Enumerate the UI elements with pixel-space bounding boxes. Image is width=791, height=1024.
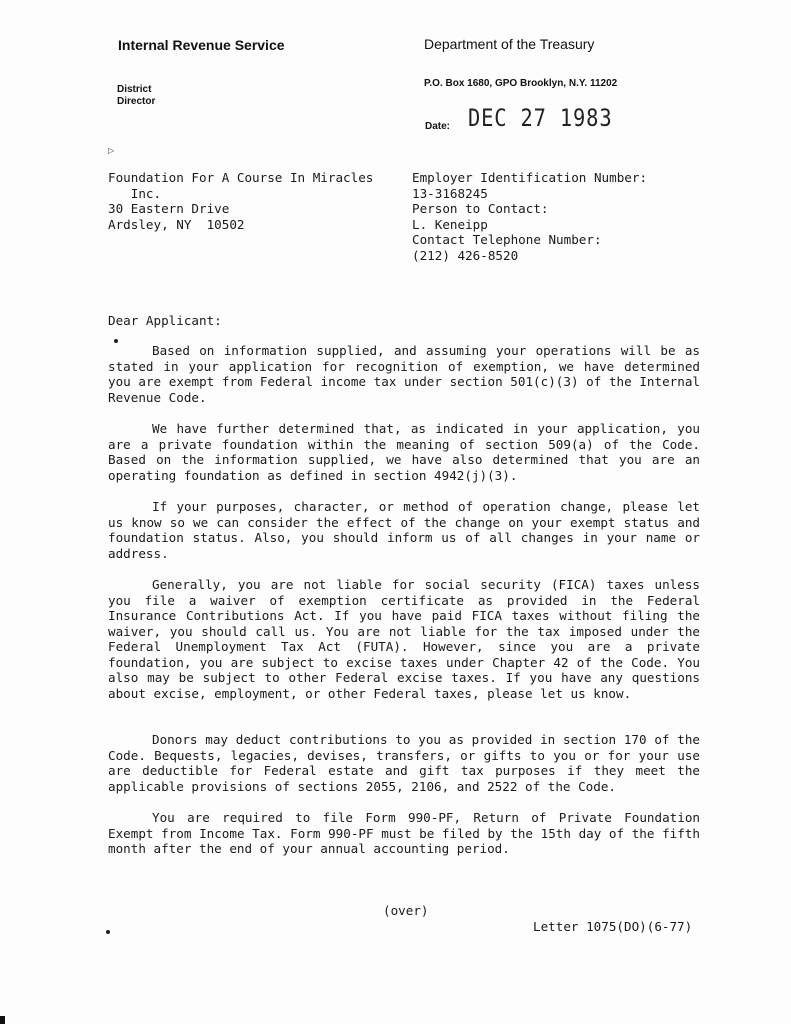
date-stamp: DEC 27 1983 xyxy=(468,104,613,132)
stray-dot xyxy=(106,930,110,934)
date-label: Date: xyxy=(425,121,451,132)
paragraph-form-990pf: You are required to file Form 990-PF, Return of Private Foundation Exempt from Income Tax. Form 990-PF must be filed by the 15th day of the fifth month after the end of your annual accounting period. xyxy=(108,810,700,856)
department-name: Department of the Treasury xyxy=(424,36,595,52)
po-address: P.O. Box 1680, GPO Brooklyn, N.Y. 11202 xyxy=(424,78,618,89)
paragraph-private-foundation: We have further determined that, as indicated in your application, you are a private foundation within the meaning of section 509(a) of the Code. Based on the information supplied, we have also determined that you are an operating foundation as defined in section 4942(j)(3). xyxy=(108,421,700,483)
paragraph-taxes: Generally, you are not liable for social security (FICA) taxes unless you file a waiver of exemption certificate as provided in the Federal Insurance Contributions Act. If you have paid FICA taxes without filing the waiver, you should call us. You are not liable for the tax imposed under the Federal Unemployment Tax Act (FUTA). However, since you are a private foundation, you are subject to excise taxes under Chapter 42 of the Code. You also may be subject to other Federal excise taxes. If you have any questions about excise, employment, or other Federal taxes, please let us know. xyxy=(108,577,700,701)
continuation-note: (over) xyxy=(383,903,429,918)
paragraph-changes: If your purposes, character, or method of operation change, please let us know so we can consider the effect of the change on your exempt status and foundation status. Also, you should inform us of all changes in your name or address. xyxy=(108,499,700,561)
margin-mark: ▷ xyxy=(108,146,115,155)
office-title-line1: District xyxy=(117,84,152,95)
paragraph-exemption: Based on information supplied, and assuming your operations will be as stated in your application for recognition of exemption, we have determined you are exempt from Federal income tax under section 501(c)(3) of the Internal Revenue Code. xyxy=(108,343,700,405)
contact-info: Employer Identification Number: 13-3168245 Person to Contact: L. Keneipp Contact Telephone Number: (212) 426-8520 xyxy=(412,170,648,263)
agency-name: Internal Revenue Service xyxy=(118,37,285,53)
scan-edge-mark xyxy=(0,1016,5,1024)
form-code: Letter 1075(DO)(6-77) xyxy=(533,919,693,934)
office-title xyxy=(117,84,155,108)
office-title-line2: Director xyxy=(117,96,156,107)
paragraph-donors: Donors may deduct contributions to you as provided in section 170 of the Code. Bequests, legacies, devises, transfers, or gifts to you or for your use are deductible for Federal estate and gift tax purposes if they meet the applicable provisions of sections 2055, 2106, and 2522 of the Code. xyxy=(108,732,700,794)
recipient-address: Foundation For A Course In Miracles Inc. 30 Eastern Drive Ardsley, NY 10502 xyxy=(108,170,374,232)
salutation: Dear Applicant: xyxy=(108,313,222,328)
